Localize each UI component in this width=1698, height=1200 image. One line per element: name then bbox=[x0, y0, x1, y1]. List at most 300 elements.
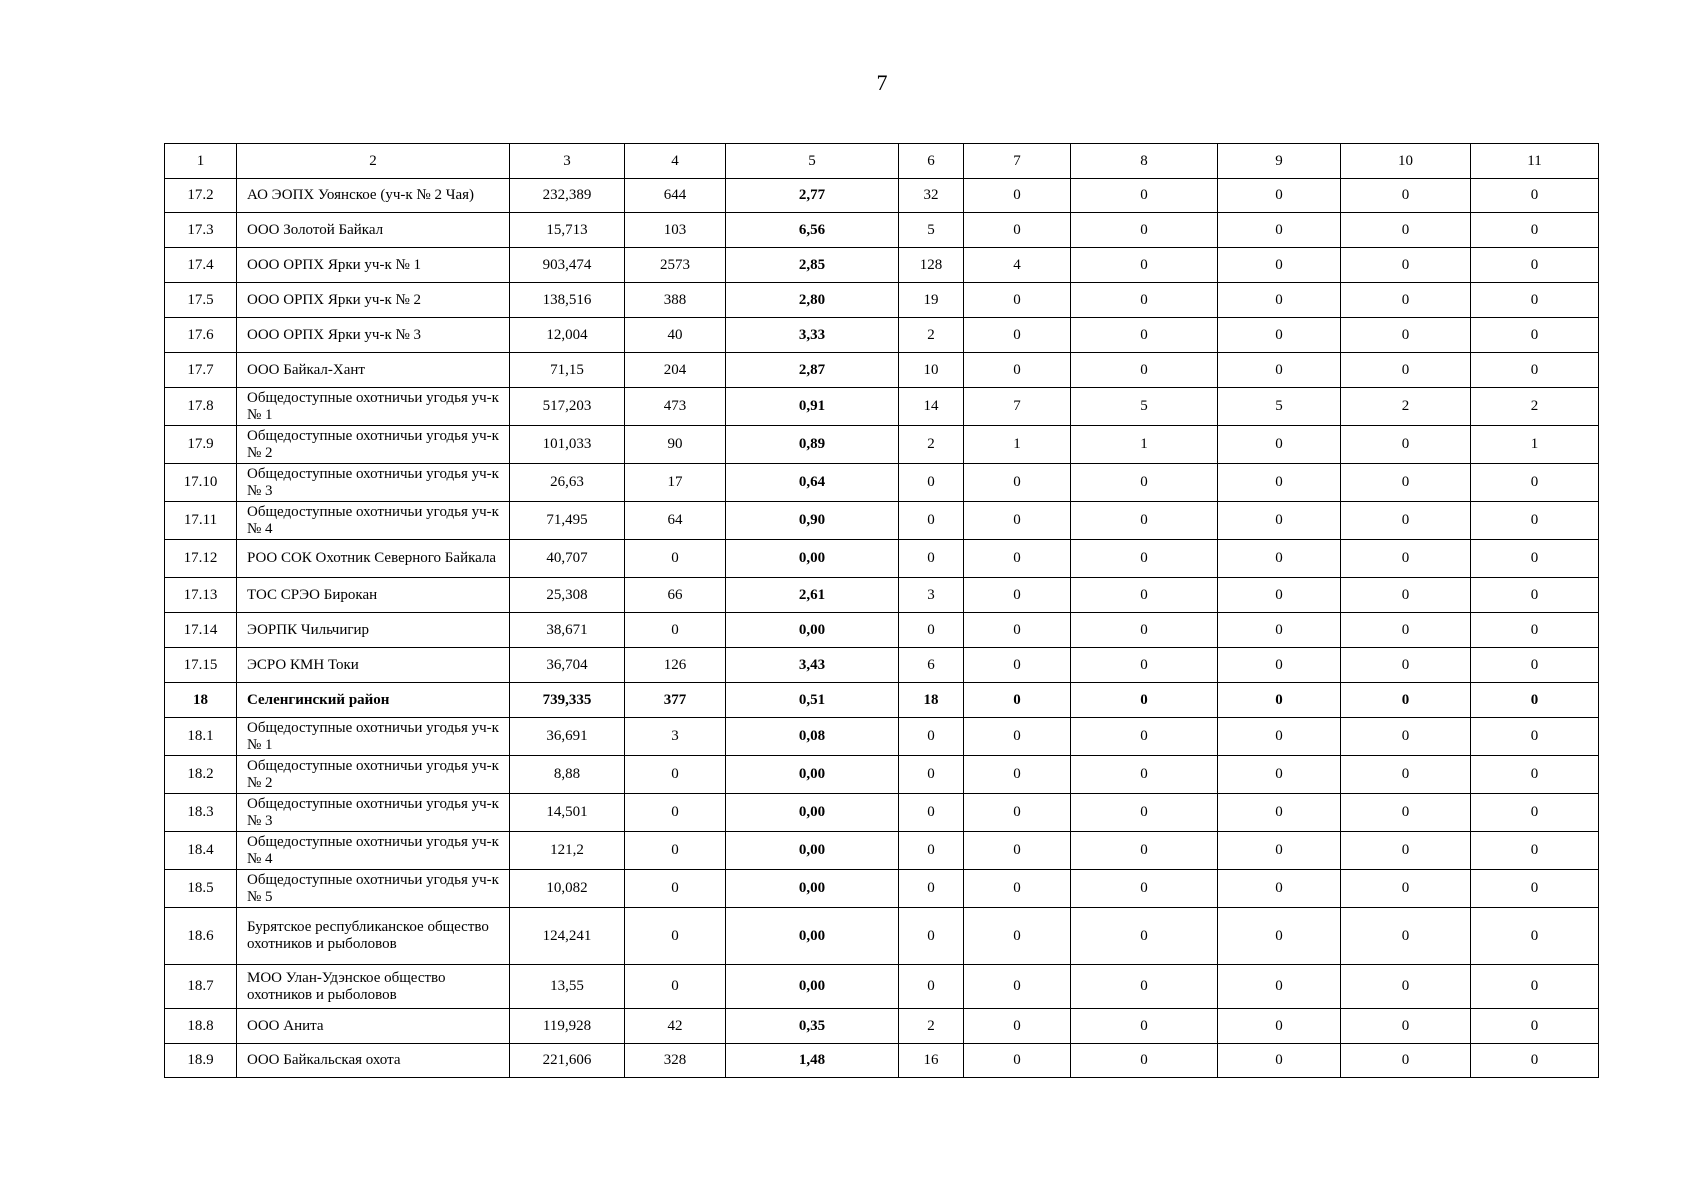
col8-cell: 0 bbox=[1071, 353, 1218, 388]
count-cell: 40 bbox=[625, 318, 726, 353]
col7-cell: 0 bbox=[964, 502, 1071, 540]
col7-cell: 0 bbox=[964, 1044, 1071, 1078]
area-cell: 71,495 bbox=[510, 502, 625, 540]
header-cell: 7 bbox=[964, 144, 1071, 179]
col7-cell: 0 bbox=[964, 756, 1071, 794]
col11-cell: 0 bbox=[1471, 502, 1599, 540]
name-cell: Общедоступные охотничьи угодья уч-к № 3 bbox=[237, 794, 510, 832]
count-cell: 103 bbox=[625, 213, 726, 248]
header-cell: 9 bbox=[1218, 144, 1341, 179]
density-cell: 0,00 bbox=[726, 756, 899, 794]
col11-cell: 0 bbox=[1471, 613, 1599, 648]
col8-cell: 0 bbox=[1071, 965, 1218, 1009]
table-row bbox=[165, 1009, 1599, 1044]
col7-cell: 0 bbox=[964, 213, 1071, 248]
table-row bbox=[165, 794, 1599, 832]
col9-cell: 0 bbox=[1218, 718, 1341, 756]
row-number-cell: 18.2 bbox=[165, 756, 237, 794]
col11-cell: 0 bbox=[1471, 718, 1599, 756]
header-cell: 5 bbox=[726, 144, 899, 179]
name-cell: АО ЭОПХ Уоянское (уч-к № 2 Чая) bbox=[237, 179, 510, 213]
col11-cell: 0 bbox=[1471, 1044, 1599, 1078]
col8-cell: 0 bbox=[1071, 756, 1218, 794]
col11-cell: 0 bbox=[1471, 965, 1599, 1009]
col7-cell: 0 bbox=[964, 965, 1071, 1009]
col6-cell: 128 bbox=[899, 248, 964, 283]
density-cell: 0,64 bbox=[726, 464, 899, 502]
col8-cell: 0 bbox=[1071, 870, 1218, 908]
col9-cell: 0 bbox=[1218, 1009, 1341, 1044]
col7-cell: 0 bbox=[964, 179, 1071, 213]
col8-cell: 0 bbox=[1071, 908, 1218, 965]
area-cell: 903,474 bbox=[510, 248, 625, 283]
col9-cell: 0 bbox=[1218, 965, 1341, 1009]
col7-cell: 0 bbox=[964, 794, 1071, 832]
col6-cell: 10 bbox=[899, 353, 964, 388]
name-cell: Общедоступные охотничьи угодья уч-к № 1 bbox=[237, 718, 510, 756]
density-cell: 0,00 bbox=[726, 908, 899, 965]
area-cell: 71,15 bbox=[510, 353, 625, 388]
col9-cell: 0 bbox=[1218, 179, 1341, 213]
area-cell: 138,516 bbox=[510, 283, 625, 318]
table-row bbox=[165, 908, 1599, 965]
table-row bbox=[165, 318, 1599, 353]
name-cell: ООО ОРПХ Ярки уч-к № 3 bbox=[237, 318, 510, 353]
density-cell: 0,00 bbox=[726, 870, 899, 908]
col9-cell: 0 bbox=[1218, 318, 1341, 353]
area-cell: 15,713 bbox=[510, 213, 625, 248]
col11-cell: 0 bbox=[1471, 683, 1599, 718]
col7-cell: 0 bbox=[964, 283, 1071, 318]
col10-cell: 0 bbox=[1341, 502, 1471, 540]
row-number-cell: 17.13 bbox=[165, 578, 237, 613]
col9-cell: 0 bbox=[1218, 426, 1341, 464]
col9-cell: 0 bbox=[1218, 283, 1341, 318]
row-number-cell: 18.4 bbox=[165, 832, 237, 870]
col6-cell: 0 bbox=[899, 794, 964, 832]
col6-cell: 0 bbox=[899, 756, 964, 794]
row-number-cell: 17.4 bbox=[165, 248, 237, 283]
count-cell: 42 bbox=[625, 1009, 726, 1044]
row-number-cell: 17.7 bbox=[165, 353, 237, 388]
col8-cell: 5 bbox=[1071, 388, 1218, 426]
count-cell: 90 bbox=[625, 426, 726, 464]
count-cell: 0 bbox=[625, 756, 726, 794]
area-cell: 26,63 bbox=[510, 464, 625, 502]
count-cell: 388 bbox=[625, 283, 726, 318]
name-cell: ООО Анита bbox=[237, 1009, 510, 1044]
count-cell: 644 bbox=[625, 179, 726, 213]
row-number-cell: 17.9 bbox=[165, 426, 237, 464]
col6-cell: 19 bbox=[899, 283, 964, 318]
col9-cell: 0 bbox=[1218, 832, 1341, 870]
col10-cell: 0 bbox=[1341, 248, 1471, 283]
density-cell: 0,00 bbox=[726, 540, 899, 578]
table-row bbox=[165, 965, 1599, 1009]
col11-cell: 0 bbox=[1471, 794, 1599, 832]
col11-cell: 0 bbox=[1471, 540, 1599, 578]
col10-cell: 0 bbox=[1341, 908, 1471, 965]
col6-cell: 3 bbox=[899, 578, 964, 613]
col11-cell: 0 bbox=[1471, 213, 1599, 248]
row-number-cell: 17.14 bbox=[165, 613, 237, 648]
name-cell: Общедоступные охотничьи угодья уч-к № 3 bbox=[237, 464, 510, 502]
col7-cell: 4 bbox=[964, 248, 1071, 283]
col6-cell: 32 bbox=[899, 179, 964, 213]
col10-cell: 0 bbox=[1341, 1044, 1471, 1078]
density-cell: 0,91 bbox=[726, 388, 899, 426]
density-cell: 0,35 bbox=[726, 1009, 899, 1044]
col9-cell: 0 bbox=[1218, 248, 1341, 283]
col8-cell: 0 bbox=[1071, 179, 1218, 213]
name-cell: ООО Золотой Байкал bbox=[237, 213, 510, 248]
col10-cell: 0 bbox=[1341, 464, 1471, 502]
page-number: 7 bbox=[876, 70, 888, 95]
table-row bbox=[165, 613, 1599, 648]
col11-cell: 0 bbox=[1471, 353, 1599, 388]
density-cell: 3,33 bbox=[726, 318, 899, 353]
row-number-cell: 17.3 bbox=[165, 213, 237, 248]
density-cell: 0,08 bbox=[726, 718, 899, 756]
name-cell: РОО СОК Охотник Северного Байкала bbox=[237, 540, 510, 578]
col11-cell: 0 bbox=[1471, 464, 1599, 502]
area-cell: 40,707 bbox=[510, 540, 625, 578]
table-row bbox=[165, 648, 1599, 683]
col6-cell: 16 bbox=[899, 1044, 964, 1078]
col6-cell: 0 bbox=[899, 870, 964, 908]
col7-cell: 0 bbox=[964, 578, 1071, 613]
density-cell: 0,00 bbox=[726, 832, 899, 870]
row-number-cell: 17.2 bbox=[165, 179, 237, 213]
col7-cell: 0 bbox=[964, 718, 1071, 756]
name-cell: Общедоступные охотничьи угодья уч-к № 4 bbox=[237, 832, 510, 870]
col7-cell: 0 bbox=[964, 318, 1071, 353]
col10-cell: 0 bbox=[1341, 718, 1471, 756]
col11-cell: 0 bbox=[1471, 648, 1599, 683]
density-cell: 0,89 bbox=[726, 426, 899, 464]
name-cell: ООО Байкальская охота bbox=[237, 1044, 510, 1078]
col9-cell: 0 bbox=[1218, 502, 1341, 540]
col10-cell: 0 bbox=[1341, 353, 1471, 388]
row-number-cell: 17.11 bbox=[165, 502, 237, 540]
col6-cell: 0 bbox=[899, 965, 964, 1009]
density-cell: 0,00 bbox=[726, 965, 899, 1009]
col6-cell: 0 bbox=[899, 908, 964, 965]
col10-cell: 0 bbox=[1341, 965, 1471, 1009]
row-number-cell: 17.6 bbox=[165, 318, 237, 353]
col10-cell: 0 bbox=[1341, 318, 1471, 353]
col11-cell: 0 bbox=[1471, 318, 1599, 353]
col7-cell: 7 bbox=[964, 388, 1071, 426]
col10-cell: 0 bbox=[1341, 1009, 1471, 1044]
name-cell: ТОС СРЭО Бирокан bbox=[237, 578, 510, 613]
count-cell: 0 bbox=[625, 540, 726, 578]
area-cell: 232,389 bbox=[510, 179, 625, 213]
name-cell: ЭСРО КМН Токи bbox=[237, 648, 510, 683]
table-row bbox=[165, 248, 1599, 283]
col10-cell: 0 bbox=[1341, 578, 1471, 613]
row-number-cell: 17.15 bbox=[165, 648, 237, 683]
header-row bbox=[165, 144, 1599, 179]
col6-cell: 0 bbox=[899, 540, 964, 578]
header-cell: 11 bbox=[1471, 144, 1599, 179]
row-number-cell: 18.3 bbox=[165, 794, 237, 832]
table-row bbox=[165, 388, 1599, 426]
name-cell: Селенгинский район bbox=[237, 683, 510, 718]
table-row bbox=[165, 540, 1599, 578]
col9-cell: 0 bbox=[1218, 1044, 1341, 1078]
row-number-cell: 18.9 bbox=[165, 1044, 237, 1078]
density-cell: 0,51 bbox=[726, 683, 899, 718]
name-cell: Общедоступные охотничьи угодья уч-к № 4 bbox=[237, 502, 510, 540]
col11-cell: 0 bbox=[1471, 756, 1599, 794]
col6-cell: 2 bbox=[899, 1009, 964, 1044]
header-cell: 2 bbox=[237, 144, 510, 179]
col8-cell: 0 bbox=[1071, 502, 1218, 540]
col8-cell: 0 bbox=[1071, 794, 1218, 832]
name-cell: Общедоступные охотничьи угодья уч-к № 2 bbox=[237, 756, 510, 794]
col6-cell: 2 bbox=[899, 426, 964, 464]
table-row bbox=[165, 1044, 1599, 1078]
header-cell: 3 bbox=[510, 144, 625, 179]
count-cell: 126 bbox=[625, 648, 726, 683]
table-row bbox=[165, 426, 1599, 464]
data-table bbox=[164, 143, 1599, 1078]
row-number-cell: 18.5 bbox=[165, 870, 237, 908]
count-cell: 17 bbox=[625, 464, 726, 502]
area-cell: 739,335 bbox=[510, 683, 625, 718]
col9-cell: 0 bbox=[1218, 756, 1341, 794]
table-row bbox=[165, 213, 1599, 248]
count-cell: 204 bbox=[625, 353, 726, 388]
area-cell: 8,88 bbox=[510, 756, 625, 794]
col10-cell: 0 bbox=[1341, 426, 1471, 464]
col10-cell: 0 bbox=[1341, 832, 1471, 870]
density-cell: 1,48 bbox=[726, 1044, 899, 1078]
col8-cell: 0 bbox=[1071, 578, 1218, 613]
col6-cell: 5 bbox=[899, 213, 964, 248]
table-row bbox=[165, 718, 1599, 756]
col11-cell: 0 bbox=[1471, 870, 1599, 908]
col10-cell: 0 bbox=[1341, 870, 1471, 908]
density-cell: 6,56 bbox=[726, 213, 899, 248]
header-cell: 10 bbox=[1341, 144, 1471, 179]
density-cell: 2,85 bbox=[726, 248, 899, 283]
col9-cell: 0 bbox=[1218, 908, 1341, 965]
name-cell: Общедоступные охотничьи угодья уч-к № 1 bbox=[237, 388, 510, 426]
area-cell: 101,033 bbox=[510, 426, 625, 464]
area-cell: 119,928 bbox=[510, 1009, 625, 1044]
col8-cell: 0 bbox=[1071, 718, 1218, 756]
name-cell: ООО ОРПХ Ярки уч-к № 1 bbox=[237, 248, 510, 283]
col10-cell: 0 bbox=[1341, 283, 1471, 318]
col9-cell: 5 bbox=[1218, 388, 1341, 426]
col11-cell: 0 bbox=[1471, 248, 1599, 283]
count-cell: 0 bbox=[625, 613, 726, 648]
col7-cell: 1 bbox=[964, 426, 1071, 464]
col8-cell: 0 bbox=[1071, 283, 1218, 318]
density-cell: 0,00 bbox=[726, 794, 899, 832]
area-cell: 13,55 bbox=[510, 965, 625, 1009]
table-row bbox=[165, 283, 1599, 318]
col6-cell: 18 bbox=[899, 683, 964, 718]
table-row bbox=[165, 502, 1599, 540]
row-number-cell: 17.12 bbox=[165, 540, 237, 578]
col11-cell: 0 bbox=[1471, 578, 1599, 613]
area-cell: 36,691 bbox=[510, 718, 625, 756]
col9-cell: 0 bbox=[1218, 464, 1341, 502]
name-cell: МОО Улан-Удэнское общество охотников и рыболовов bbox=[237, 965, 510, 1009]
col7-cell: 0 bbox=[964, 683, 1071, 718]
col9-cell: 0 bbox=[1218, 540, 1341, 578]
col8-cell: 1 bbox=[1071, 426, 1218, 464]
col10-cell: 0 bbox=[1341, 683, 1471, 718]
col6-cell: 0 bbox=[899, 613, 964, 648]
col7-cell: 0 bbox=[964, 1009, 1071, 1044]
col8-cell: 0 bbox=[1071, 213, 1218, 248]
name-cell: Общедоступные охотничьи угодья уч-к № 5 bbox=[237, 870, 510, 908]
col8-cell: 0 bbox=[1071, 683, 1218, 718]
col9-cell: 0 bbox=[1218, 353, 1341, 388]
col8-cell: 0 bbox=[1071, 648, 1218, 683]
area-cell: 38,671 bbox=[510, 613, 625, 648]
name-cell: Бурятское республиканское общество охотников и рыболовов bbox=[237, 908, 510, 965]
density-cell: 0,00 bbox=[726, 613, 899, 648]
col11-cell: 0 bbox=[1471, 283, 1599, 318]
area-cell: 121,2 bbox=[510, 832, 625, 870]
header-cell: 1 bbox=[165, 144, 237, 179]
col7-cell: 0 bbox=[964, 870, 1071, 908]
name-cell: ЭОРПК Чильчигир bbox=[237, 613, 510, 648]
col8-cell: 0 bbox=[1071, 248, 1218, 283]
area-cell: 517,203 bbox=[510, 388, 625, 426]
row-number-cell: 18.6 bbox=[165, 908, 237, 965]
count-cell: 377 bbox=[625, 683, 726, 718]
table-body bbox=[165, 144, 1599, 1078]
col10-cell: 0 bbox=[1341, 613, 1471, 648]
col6-cell: 0 bbox=[899, 464, 964, 502]
col7-cell: 0 bbox=[964, 648, 1071, 683]
table-row bbox=[165, 179, 1599, 213]
count-cell: 2573 bbox=[625, 248, 726, 283]
col7-cell: 0 bbox=[964, 832, 1071, 870]
count-cell: 0 bbox=[625, 794, 726, 832]
table-row bbox=[165, 578, 1599, 613]
col10-cell: 0 bbox=[1341, 213, 1471, 248]
col6-cell: 6 bbox=[899, 648, 964, 683]
name-cell: Общедоступные охотничьи угодья уч-к № 2 bbox=[237, 426, 510, 464]
name-cell: ООО Байкал-Хант bbox=[237, 353, 510, 388]
col11-cell: 2 bbox=[1471, 388, 1599, 426]
col10-cell: 2 bbox=[1341, 388, 1471, 426]
name-cell: ООО ОРПХ Ярки уч-к № 2 bbox=[237, 283, 510, 318]
col7-cell: 0 bbox=[964, 464, 1071, 502]
col8-cell: 0 bbox=[1071, 613, 1218, 648]
density-cell: 2,87 bbox=[726, 353, 899, 388]
area-cell: 221,606 bbox=[510, 1044, 625, 1078]
table-row bbox=[165, 353, 1599, 388]
area-cell: 12,004 bbox=[510, 318, 625, 353]
table-row bbox=[165, 756, 1599, 794]
row-number-cell: 17.8 bbox=[165, 388, 237, 426]
col11-cell: 0 bbox=[1471, 1009, 1599, 1044]
col8-cell: 0 bbox=[1071, 318, 1218, 353]
density-cell: 3,43 bbox=[726, 648, 899, 683]
count-cell: 0 bbox=[625, 832, 726, 870]
col8-cell: 0 bbox=[1071, 464, 1218, 502]
col8-cell: 0 bbox=[1071, 1009, 1218, 1044]
area-cell: 25,308 bbox=[510, 578, 625, 613]
col7-cell: 0 bbox=[964, 908, 1071, 965]
row-number-cell: 18.7 bbox=[165, 965, 237, 1009]
header-cell: 8 bbox=[1071, 144, 1218, 179]
count-cell: 0 bbox=[625, 870, 726, 908]
area-cell: 10,082 bbox=[510, 870, 625, 908]
count-cell: 0 bbox=[625, 965, 726, 1009]
header-cell: 4 bbox=[625, 144, 726, 179]
count-cell: 328 bbox=[625, 1044, 726, 1078]
col10-cell: 0 bbox=[1341, 648, 1471, 683]
area-cell: 14,501 bbox=[510, 794, 625, 832]
col6-cell: 0 bbox=[899, 832, 964, 870]
row-number-cell: 17.5 bbox=[165, 283, 237, 318]
col11-cell: 0 bbox=[1471, 908, 1599, 965]
table-row bbox=[165, 870, 1599, 908]
row-number-cell: 18.1 bbox=[165, 718, 237, 756]
col7-cell: 0 bbox=[964, 353, 1071, 388]
col8-cell: 0 bbox=[1071, 1044, 1218, 1078]
col6-cell: 14 bbox=[899, 388, 964, 426]
count-cell: 473 bbox=[625, 388, 726, 426]
count-cell: 64 bbox=[625, 502, 726, 540]
density-cell: 2,80 bbox=[726, 283, 899, 318]
col9-cell: 0 bbox=[1218, 683, 1341, 718]
col6-cell: 0 bbox=[899, 502, 964, 540]
table-row bbox=[165, 464, 1599, 502]
table-row bbox=[165, 832, 1599, 870]
col10-cell: 0 bbox=[1341, 179, 1471, 213]
col11-cell: 1 bbox=[1471, 426, 1599, 464]
col9-cell: 0 bbox=[1218, 794, 1341, 832]
col10-cell: 0 bbox=[1341, 756, 1471, 794]
col9-cell: 0 bbox=[1218, 213, 1341, 248]
count-cell: 66 bbox=[625, 578, 726, 613]
density-cell: 0,90 bbox=[726, 502, 899, 540]
col6-cell: 2 bbox=[899, 318, 964, 353]
col8-cell: 0 bbox=[1071, 832, 1218, 870]
density-cell: 2,77 bbox=[726, 179, 899, 213]
table-row bbox=[165, 683, 1599, 718]
header-cell: 6 bbox=[899, 144, 964, 179]
count-cell: 3 bbox=[625, 718, 726, 756]
count-cell: 0 bbox=[625, 908, 726, 965]
col7-cell: 0 bbox=[964, 613, 1071, 648]
col11-cell: 0 bbox=[1471, 179, 1599, 213]
col10-cell: 0 bbox=[1341, 794, 1471, 832]
col9-cell: 0 bbox=[1218, 648, 1341, 683]
area-cell: 124,241 bbox=[510, 908, 625, 965]
col6-cell: 0 bbox=[899, 718, 964, 756]
row-number-cell: 18 bbox=[165, 683, 237, 718]
col8-cell: 0 bbox=[1071, 540, 1218, 578]
row-number-cell: 17.10 bbox=[165, 464, 237, 502]
density-cell: 2,61 bbox=[726, 578, 899, 613]
area-cell: 36,704 bbox=[510, 648, 625, 683]
row-number-cell: 18.8 bbox=[165, 1009, 237, 1044]
col7-cell: 0 bbox=[964, 540, 1071, 578]
col11-cell: 0 bbox=[1471, 832, 1599, 870]
col9-cell: 0 bbox=[1218, 870, 1341, 908]
